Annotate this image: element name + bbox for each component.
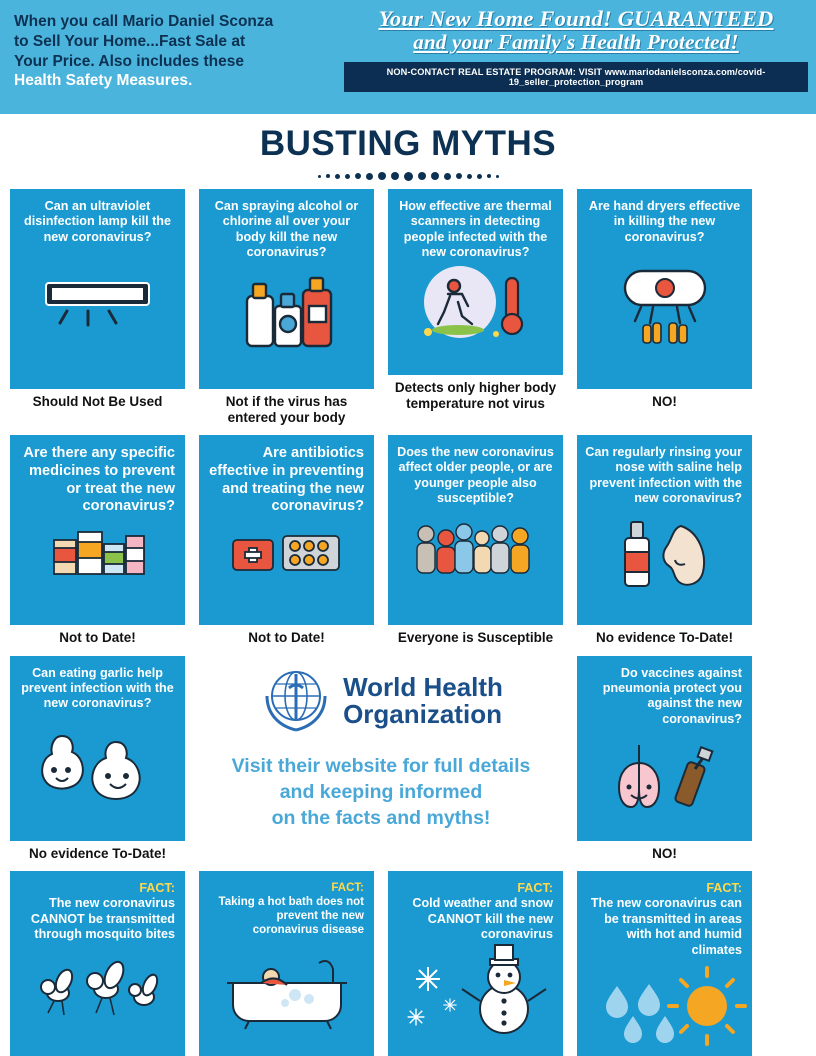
uv-lamp-icon bbox=[10, 247, 185, 362]
bathtub-icon bbox=[199, 937, 374, 1038]
who-message bbox=[199, 753, 563, 832]
mosquitoes-icon bbox=[10, 943, 185, 1032]
divider-dot bbox=[496, 175, 499, 178]
myth-question: Are antibiotics effective in preventing and treating the new coronavirus? bbox=[209, 445, 364, 515]
garlic-icon bbox=[10, 714, 185, 811]
divider-dot bbox=[477, 174, 482, 179]
myth-row-2 bbox=[10, 435, 806, 646]
fact-body: Cold weather and snow CANNOT kill the new coronavirus bbox=[412, 896, 553, 942]
myth-cell-age bbox=[388, 435, 563, 646]
divider-dot bbox=[345, 174, 350, 179]
myth-question: Do vaccines against pneumonia protect you against the new coronavirus? bbox=[602, 665, 742, 726]
myth-row-1 bbox=[10, 189, 806, 425]
myth-caption: Not to Date! bbox=[59, 630, 136, 646]
header-right-block bbox=[336, 0, 816, 114]
myth-question: Can regularly rinsing your nose with saline help prevent infection with the new coronavirus? bbox=[585, 445, 742, 506]
header-left-line-2: to Sell Your Home...Fast Sale at bbox=[14, 32, 246, 50]
myth-card[interactable] bbox=[577, 656, 752, 841]
medicine-bottles-icon bbox=[10, 518, 185, 587]
fact-text bbox=[388, 871, 563, 942]
divider-dot bbox=[467, 174, 472, 179]
fact-row bbox=[10, 871, 806, 1056]
people-group-icon bbox=[388, 508, 563, 583]
divider-dot bbox=[326, 174, 330, 178]
myth-question: Are hand dryers effective in killing the new coronavirus? bbox=[588, 199, 741, 244]
who-message-line-2: and keeping informed bbox=[279, 780, 483, 803]
who-logo-icon bbox=[259, 662, 333, 741]
who-block bbox=[199, 656, 563, 862]
who-name-line-1: World Health bbox=[343, 671, 503, 702]
fact-lead: FACT: bbox=[331, 882, 364, 895]
divider-dot bbox=[456, 173, 462, 179]
who-name-line-2: Organization bbox=[343, 699, 502, 730]
page-title: BUSTING MYTHS bbox=[259, 124, 557, 163]
fact-body: The new coronavirus CANNOT be transmitted through mosquito bites bbox=[30, 896, 175, 942]
divider-dot bbox=[355, 173, 361, 179]
divider-dot bbox=[404, 172, 413, 181]
myth-card[interactable] bbox=[10, 656, 185, 841]
myth-grid bbox=[0, 189, 816, 1056]
myth-cell-vaccines bbox=[577, 656, 752, 862]
spray-bottles-icon bbox=[199, 262, 374, 359]
fact-cell-hot-bath bbox=[199, 871, 374, 1056]
header-left-line-4: Health Safety Measures. bbox=[14, 72, 193, 90]
divider-dot bbox=[378, 172, 386, 180]
divider-dot bbox=[366, 173, 373, 180]
fact-text bbox=[199, 871, 374, 937]
myth-row-3 bbox=[10, 656, 806, 862]
fact-body: The new coronavirus can be transmitted in areas with hot and humid climates bbox=[590, 896, 742, 957]
fact-lead: FACT: bbox=[139, 881, 175, 896]
myth-cell-medicines bbox=[10, 435, 185, 646]
myth-caption: No evidence To-Date! bbox=[595, 630, 734, 646]
program-url-bar[interactable]: NON-CONTACT REAL ESTATE PROGRAM: VISIT www.mariodanielsconza.com/covid-19_seller_protection_program bbox=[344, 62, 808, 92]
hand-dryer-icon bbox=[577, 247, 752, 358]
myth-caption: Should Not Be Used bbox=[32, 394, 163, 409]
header-left-text bbox=[0, 0, 336, 114]
fact-lead: FACT: bbox=[706, 881, 742, 896]
myth-card[interactable] bbox=[199, 435, 374, 625]
myth-card[interactable] bbox=[388, 435, 563, 625]
who-message-line-1: Visit their website for full details bbox=[231, 754, 531, 777]
myth-question: Does the new coronavirus affect older people, or are younger people also susceptible? bbox=[397, 445, 554, 506]
myth-caption: NO! bbox=[652, 394, 677, 409]
myth-cell-hand-dryer bbox=[577, 189, 752, 425]
fact-cell-humid bbox=[577, 871, 752, 1056]
divider-dot bbox=[418, 172, 426, 180]
lungs-syringe-icon bbox=[577, 729, 752, 822]
header-banner bbox=[0, 0, 816, 114]
fact-lead: FACT: bbox=[517, 881, 553, 896]
fact-text bbox=[10, 871, 185, 942]
fact-body: Taking a hot bath does not prevent the new coronavirus disease bbox=[218, 896, 364, 937]
myth-caption: No evidence To-Date! bbox=[28, 845, 167, 861]
fact-card[interactable] bbox=[577, 871, 752, 1056]
sun-rain-icon bbox=[577, 958, 752, 1051]
fact-cell-mosquito bbox=[10, 871, 185, 1056]
divider-dot bbox=[391, 172, 399, 180]
header-left-line-3: Your Price. Also includes these bbox=[14, 52, 244, 70]
divider-dot bbox=[431, 172, 439, 180]
myth-caption: Detects only higher body temperature not virus bbox=[394, 380, 557, 411]
myth-card[interactable] bbox=[10, 189, 185, 389]
myth-card[interactable] bbox=[388, 189, 563, 375]
myth-cell-thermal bbox=[388, 189, 563, 425]
myth-question: Can an ultraviolet disinfection lamp kill the new coronavirus? bbox=[24, 199, 171, 244]
dot-divider bbox=[0, 171, 816, 181]
myth-question: How effective are thermal scanners in detecting people infected with the new coronavirus? bbox=[399, 199, 552, 260]
snowman-icon bbox=[388, 943, 563, 1044]
myth-caption: Not if the virus has entered your body bbox=[225, 394, 348, 425]
myth-cell-saline bbox=[577, 435, 752, 646]
myth-caption: Everyone is Susceptible bbox=[397, 630, 554, 646]
fact-text bbox=[577, 871, 752, 958]
myth-question: Can eating garlic help prevent infection with the new coronavirus? bbox=[21, 665, 174, 711]
fact-card[interactable] bbox=[199, 871, 374, 1056]
myth-caption: Not to Date! bbox=[248, 630, 325, 646]
myth-cell-garlic bbox=[10, 656, 185, 862]
who-message-line-3: on the facts and myths! bbox=[271, 807, 491, 830]
who-logo-and-name bbox=[199, 662, 563, 741]
fact-card[interactable] bbox=[10, 871, 185, 1056]
divider-dot bbox=[335, 174, 340, 179]
thermal-scanner-icon bbox=[388, 262, 563, 353]
divider-dot bbox=[318, 175, 321, 178]
myth-card[interactable] bbox=[199, 189, 374, 389]
myth-question: Can spraying alcohol or chlorine all over your body kill the new coronavirus? bbox=[214, 199, 359, 260]
myth-cell-spray bbox=[199, 189, 374, 425]
fact-cell-cold-weather bbox=[388, 871, 563, 1056]
antibiotics-icon bbox=[199, 518, 374, 585]
divider-dot bbox=[487, 174, 491, 178]
nasal-spray-icon bbox=[577, 508, 752, 605]
myth-card[interactable] bbox=[577, 189, 752, 389]
headline bbox=[336, 6, 816, 55]
myth-card[interactable] bbox=[10, 435, 185, 625]
myth-cell-antibiotics bbox=[199, 435, 374, 646]
headline-line-2: and your Family's Health Protected! bbox=[413, 30, 739, 55]
fact-card[interactable] bbox=[388, 871, 563, 1056]
myth-question: Are there any specific medicines to prevent or treat the new coronavirus? bbox=[23, 445, 175, 515]
myth-caption: NO! bbox=[652, 845, 677, 861]
who-name bbox=[343, 671, 503, 730]
header-left-line-1: When you call Mario Daniel Sconza bbox=[14, 13, 274, 30]
myth-card[interactable] bbox=[577, 435, 752, 625]
headline-line-1: Your New Home Found! GUARANTEED bbox=[378, 6, 774, 31]
myth-cell-uv-lamp bbox=[10, 189, 185, 425]
divider-dot bbox=[444, 173, 451, 180]
